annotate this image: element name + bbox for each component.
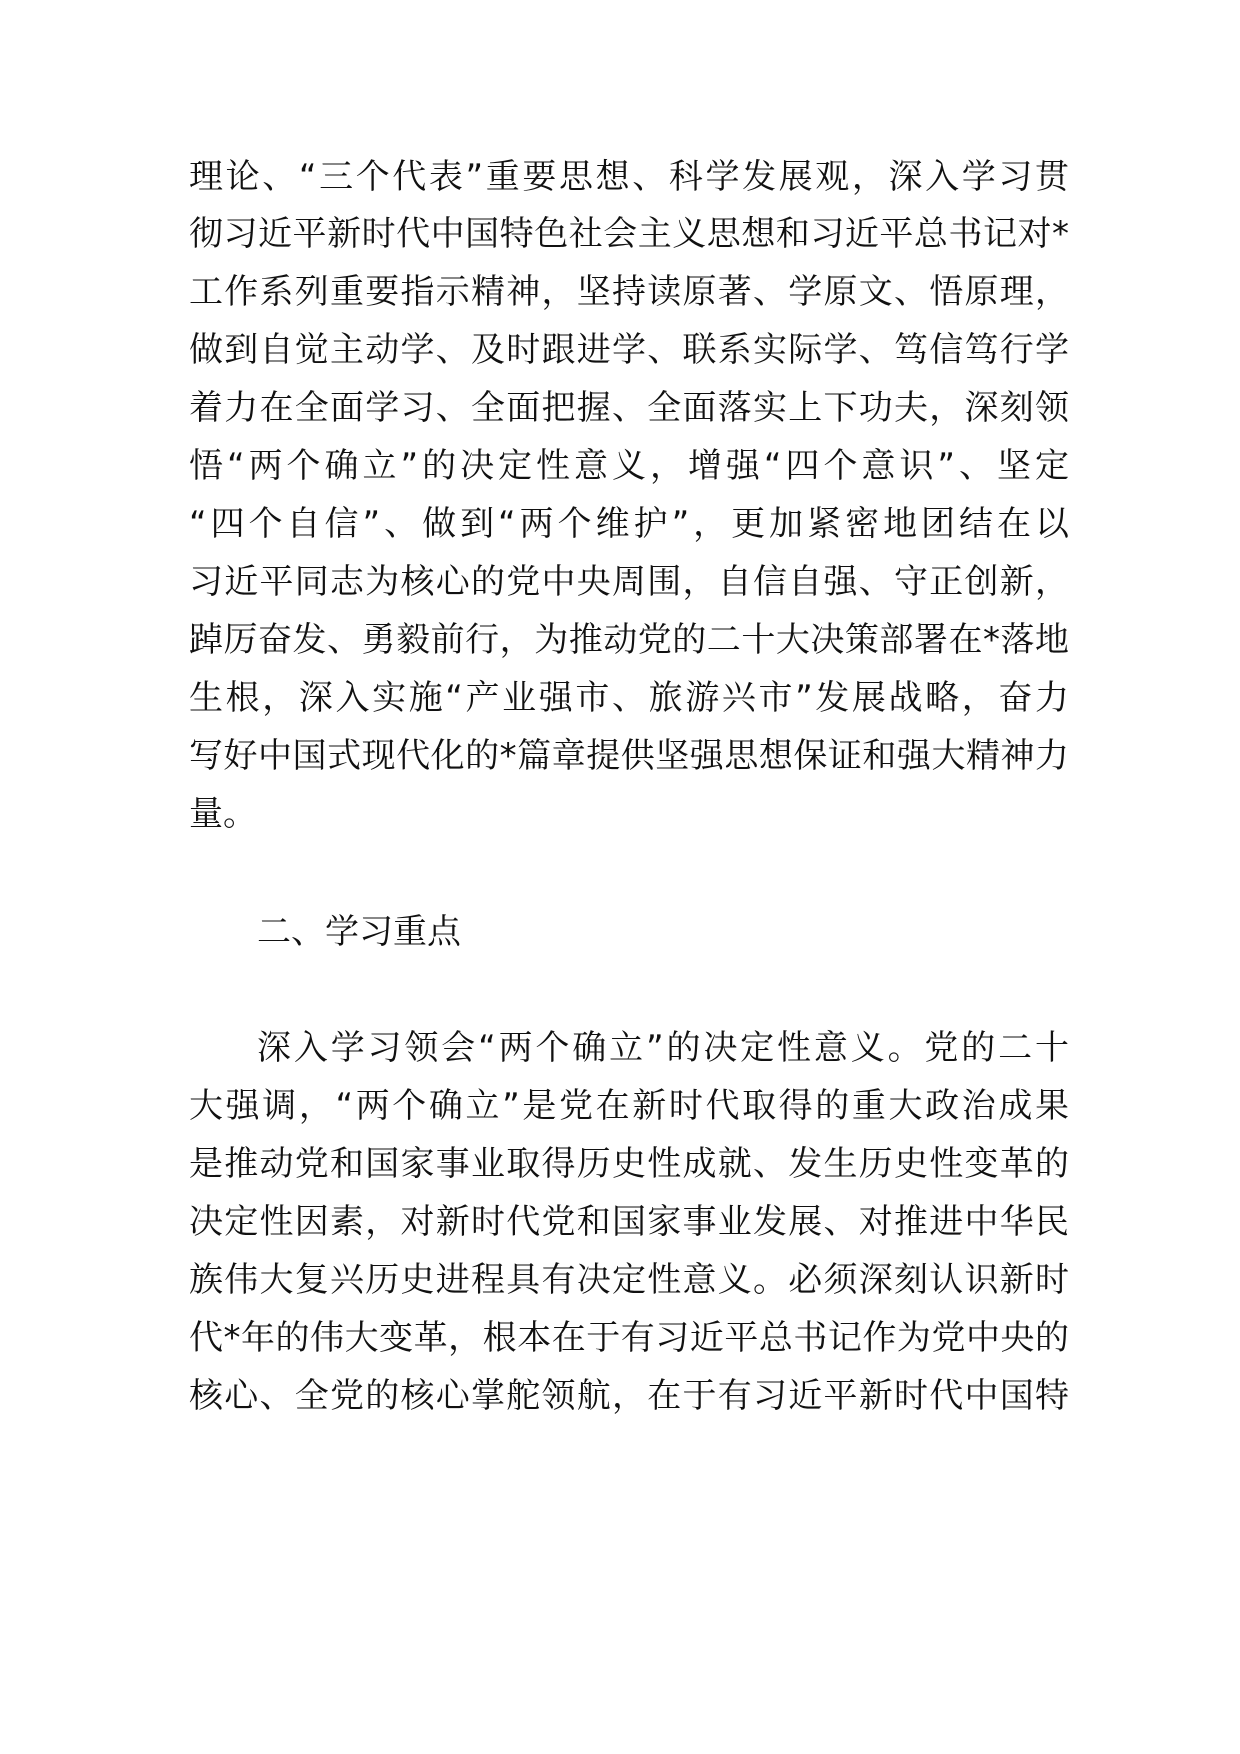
paragraph-2-line-3: 是推动党和国家事业取得历史性成就、发生历史性变革的: [189, 1144, 1069, 1184]
paragraph-1-line-3: 工作系列重要指示精神，坚持读原著、学原文、悟原理，: [189, 272, 1069, 312]
paragraph-1-line-8: 习近平同志为核心的党中央周围，自信自强、守正创新，: [189, 562, 1069, 602]
paragraph-1-line-6: 悟“两个确立”的决定性意义，增强“四个意识”、坚定: [189, 446, 1069, 486]
paragraph-1-line-11: 写好中国式现代化的*篇章提供坚强思想保证和强大精神力: [189, 736, 1069, 776]
paragraph-2-line-4: 决定性因素，对新时代党和国家事业发展、对推进中华民: [189, 1202, 1069, 1242]
paragraph-1-line-2: 彻习近平新时代中国特色社会主义思想和习近平总书记对*: [189, 214, 1069, 254]
paragraph-1-line-7: “四个自信”、做到“两个维护”，更加紧密地团结在以: [189, 504, 1069, 544]
paragraph-2-line-1: 深入学习领会“两个确立”的决定性意义。党的二十: [257, 1028, 1069, 1068]
paragraph-1-line-10: 生根，深入实施“产业强市、旅游兴市”发展战略，奋力: [189, 678, 1069, 718]
paragraph-1-line-4: 做到自觉主动学、及时跟进学、联系实际学、笃信笃行学: [189, 330, 1069, 370]
paragraph-2-line-6: 代*年的伟大变革，根本在于有习近平总书记作为党中央的: [189, 1318, 1069, 1358]
paragraph-2-line-2: 大强调，“两个确立”是党在新时代取得的重大政治成果: [189, 1086, 1069, 1126]
paragraph-1-line-1: 理论、“三个代表”重要思想、科学发展观，深入学习贯: [189, 157, 1069, 197]
paragraph-1-line-12: 量。: [189, 794, 257, 834]
section-heading: 二、学习重点: [257, 912, 461, 952]
paragraph-2-line-5: 族伟大复兴历史进程具有决定性意义。必须深刻认识新时: [189, 1260, 1069, 1300]
paragraph-2-line-7: 核心、全党的核心掌舵领航，在于有习近平新时代中国特: [189, 1376, 1069, 1416]
paragraph-1-line-5: 着力在全面学习、全面把握、全面落实上下功夫，深刻领: [189, 388, 1069, 428]
paragraph-1-line-9: 踔厉奋发、勇毅前行，为推动党的二十大决策部署在*落地: [189, 620, 1069, 660]
